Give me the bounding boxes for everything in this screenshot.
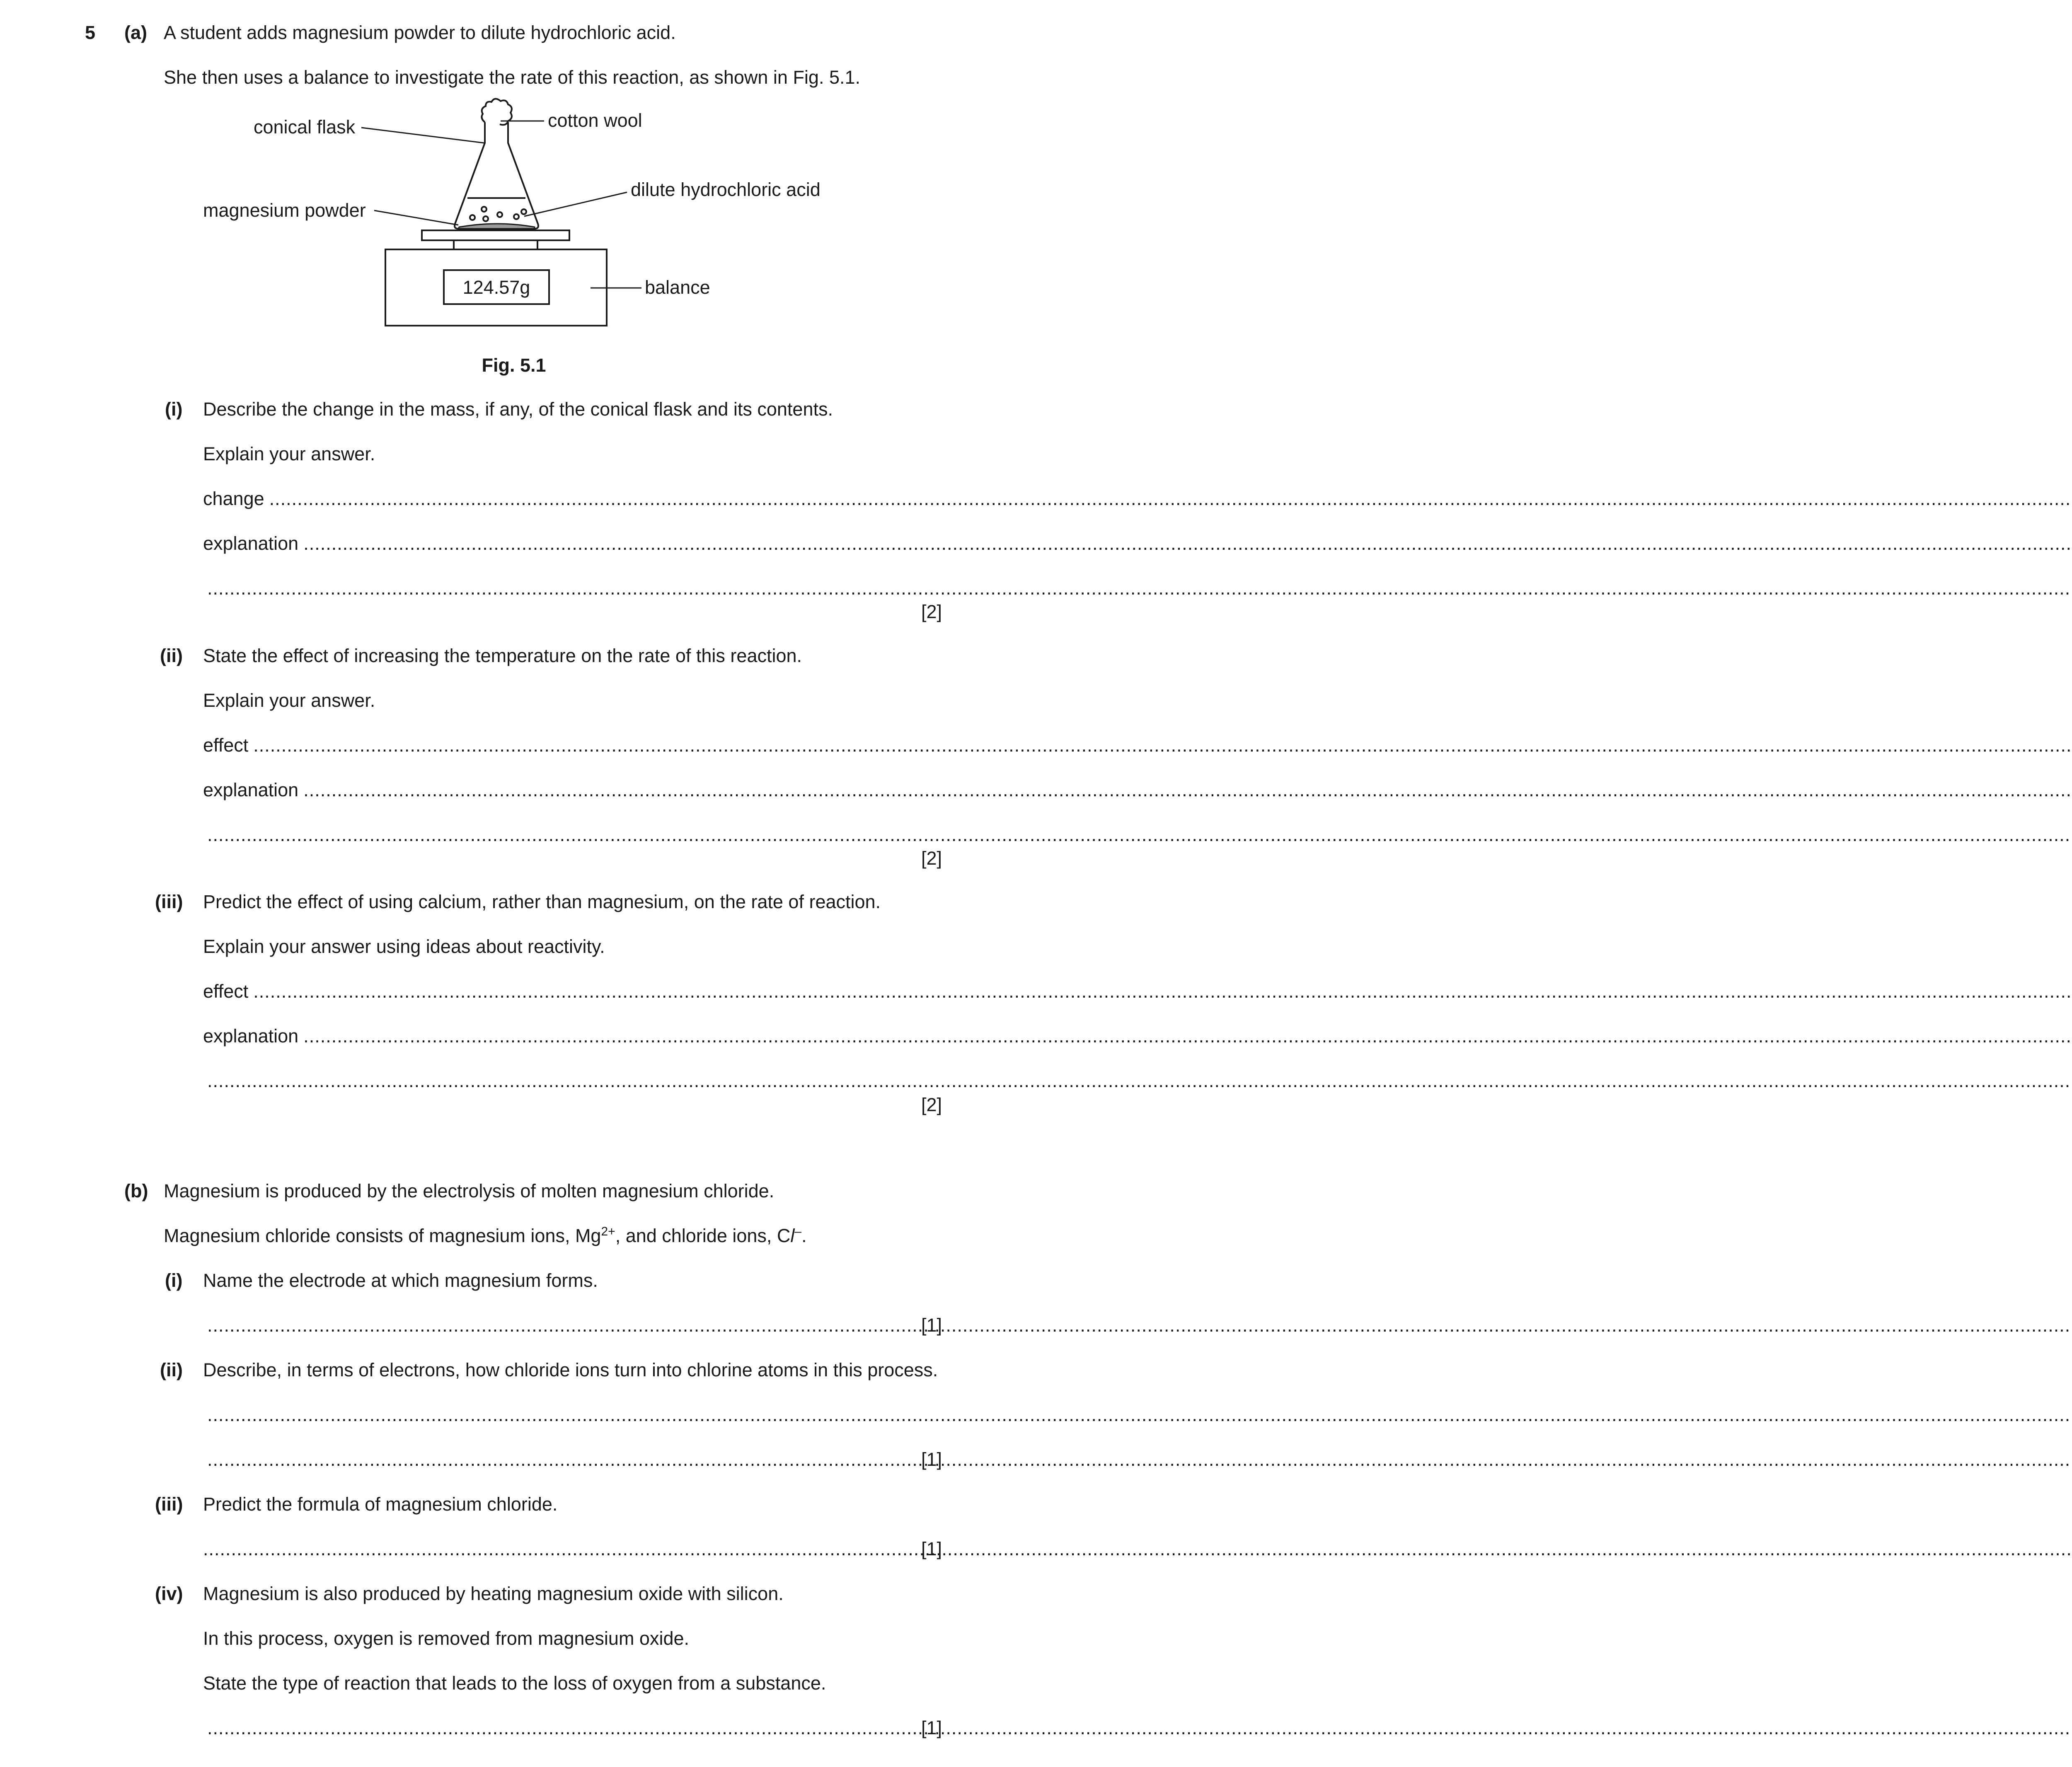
leader-conical-flask — [361, 128, 484, 143]
part-a-i-explanation-line-2[interactable] — [207, 577, 942, 599]
part-a-iii-explanation-line-2[interactable] — [207, 1070, 942, 1092]
balance-pan — [422, 230, 569, 240]
answer-label: change — [203, 488, 264, 509]
part-b-ii-mark: [1] — [921, 1449, 942, 1470]
part-a-iii-question: Predict the effect of using calcium, rather than magnesium, on the rate of reaction. — [203, 891, 881, 912]
label-conical-flask: conical flask — [254, 116, 356, 138]
part-a-ii-instruction: Explain your answer. — [203, 690, 375, 711]
part-a-i-instruction: Explain your answer. — [203, 443, 375, 464]
part-a-iii-explanation-line[interactable] — [203, 1025, 942, 1047]
part-b-intro-1: Magnesium is produced by the electrolysis of molten magnesium chloride. — [164, 1180, 775, 1201]
part-a-ii-label: (ii) — [160, 645, 183, 666]
part-a-i-label: (i) — [165, 399, 183, 420]
part-a-ii-explanation-line[interactable] — [203, 779, 942, 801]
answer-dots — [207, 1717, 2072, 1739]
answer-dots — [207, 1070, 2072, 1092]
figure-5-1 — [0, 0, 1028, 376]
magnesium-powder-shape — [458, 224, 535, 229]
part-b-iv-answer-line[interactable] — [207, 1717, 920, 1739]
question-number: 5 — [85, 22, 96, 43]
part-a-i-question: Describe the change in the mass, if any, of the conical flask and its contents. — [203, 399, 833, 420]
part-b-i-label: (i) — [165, 1270, 183, 1291]
answer-dots — [253, 980, 2072, 1003]
part-b-iii-question: Predict the formula of magnesium chloride. — [203, 1494, 558, 1515]
part-b-ii-label: (ii) — [160, 1359, 183, 1380]
answer-dots — [269, 488, 2072, 510]
answer-label: explanation — [203, 533, 299, 554]
part-b-ii-answer-line-2[interactable] — [207, 1448, 920, 1471]
part-b-label: (b) — [124, 1180, 148, 1201]
part-b-iv-line-2: In this process, oxygen is removed from magnesium oxide. — [203, 1628, 690, 1649]
answer-dots — [203, 1538, 2072, 1560]
part-b-i-question: Name the electrode at which magnesium forms. — [203, 1270, 598, 1291]
answer-dots — [303, 532, 2072, 555]
label-cotton-wool: cotton wool — [548, 110, 642, 131]
figure-caption: Fig. 5.1 — [482, 355, 546, 376]
part-b-iii-label: (iii) — [155, 1494, 183, 1515]
part-a-ii-mark: [2] — [921, 848, 942, 869]
part-b-i-answer-line[interactable] — [207, 1314, 920, 1337]
answer-dots — [207, 1448, 2072, 1471]
answer-dots — [207, 1314, 2072, 1337]
answer-dots — [303, 1025, 2072, 1047]
part-a-intro-2: She then uses a balance to investigate the rate of this reaction, as shown in Fig. 5.1. — [164, 67, 861, 88]
part-a-i-change-line[interactable] — [203, 488, 942, 510]
part-b-intro-2: Magnesium chloride consists of magnesium ions, $Mg^{2+}$, and chloride ions, Cl–. — [164, 1225, 807, 1246]
balance-reading: 124.57g — [462, 277, 530, 298]
leader-magnesium-powder — [374, 210, 458, 225]
answer-dots — [207, 577, 2072, 599]
part-a-iii-label: (iii) — [155, 891, 183, 912]
part-a-ii-effect-line[interactable] — [203, 734, 942, 757]
part-b-iv-mark: [1] — [921, 1717, 942, 1738]
leader-dilute-acid — [524, 192, 627, 216]
answer-dots — [303, 779, 2072, 801]
part-a-intro-1: A student adds magnesium powder to dilute hydrochloric acid. — [164, 22, 676, 43]
answer-label: explanation — [203, 779, 299, 800]
part-a-iii-mark: [2] — [921, 1094, 942, 1115]
part-a-iii-instruction: Explain your answer using ideas about reactivity. — [203, 936, 605, 957]
part-b-iii-mark: [1] — [921, 1538, 942, 1559]
label-dilute-acid: dilute hydrochloric acid — [631, 179, 821, 200]
answer-label: effect — [203, 735, 249, 756]
label-balance: balance — [645, 277, 710, 298]
part-b-iv-line-3: State the type of reaction that leads to the loss of oxygen from a substance. — [203, 1673, 826, 1694]
part-a-i-explanation-line[interactable] — [203, 532, 942, 555]
answer-label: effect — [203, 981, 249, 1002]
part-b-ii-question: Describe, in terms of electrons, how chloride ions turn into chlorine atoms in this process. — [203, 1359, 938, 1380]
label-magnesium-powder: magnesium powder — [203, 200, 366, 221]
part-b-iv-label: (iv) — [155, 1583, 183, 1604]
answer-dots — [207, 1404, 2072, 1426]
answer-dots — [207, 824, 2072, 846]
part-a-iii-effect-line[interactable] — [203, 980, 942, 1003]
answer-label: explanation — [203, 1025, 299, 1047]
answer-dots — [253, 734, 2072, 757]
part-b-i-mark: [1] — [921, 1315, 942, 1336]
part-a-i-mark: [2] — [921, 601, 942, 622]
part-a-label: (a) — [124, 22, 147, 43]
part-b-iv-line-1: Magnesium is also produced by heating magnesium oxide with silicon. — [203, 1583, 784, 1604]
part-a-ii-explanation-line-2[interactable] — [207, 824, 942, 846]
part-b-iii-answer-line[interactable] — [203, 1538, 588, 1560]
part-b-ii-answer-line[interactable] — [207, 1404, 942, 1426]
part-a-ii-question: State the effect of increasing the temperature on the rate of this reaction. — [203, 645, 802, 666]
